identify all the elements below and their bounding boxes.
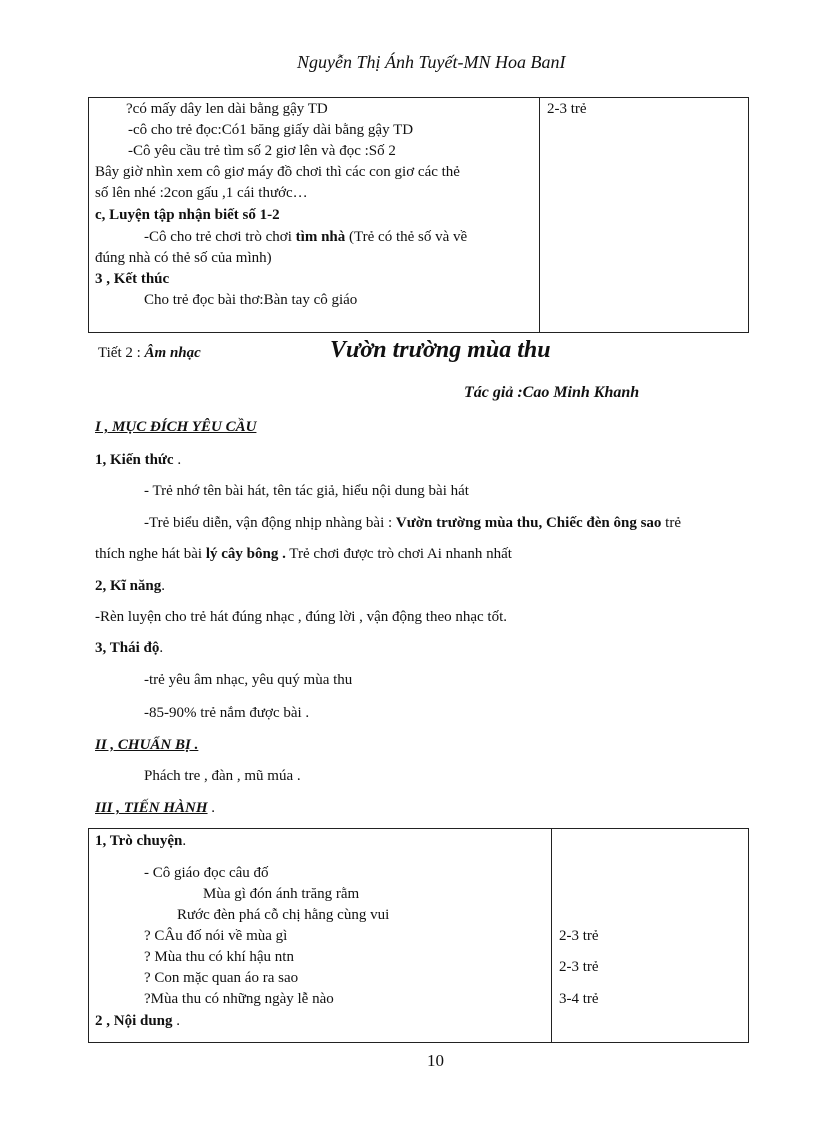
text-run: (Trẻ có thẻ số và về <box>345 229 468 245</box>
body-line: - Trẻ nhớ tên bài hát, tên tác giả, hiểu nội dung bài hát <box>144 483 469 499</box>
page-number: 10 <box>427 1051 444 1070</box>
question-line: ? Mùa thu có khí hậu ntn <box>144 949 294 965</box>
body-line: -trẻ yêu âm nhạc, yêu quý mùa thu <box>144 672 353 688</box>
table-line: Cho trẻ đọc bài thơ:Bàn tay cô giáo <box>144 292 358 308</box>
table-line: đúng nhà có thẻ số của mình) <box>95 250 272 266</box>
table-line: ?có mấy dây len dài bằng gậy TD <box>126 101 328 117</box>
heading-dot: . <box>172 1013 181 1029</box>
text-run: -Trẻ biểu diễn, vận động nhịp nhàng bài : <box>144 515 396 531</box>
sub-heading-text: 2, Kĩ năng <box>95 578 162 594</box>
text-run: thích nghe hát bài <box>95 546 206 562</box>
section-heading <box>95 798 215 819</box>
table-subheading <box>95 1011 180 1032</box>
heading-dot: . <box>173 452 182 468</box>
table-subheading: c, Luyện tập nhận biết số 1-2 <box>95 207 280 223</box>
sub-heading <box>95 450 181 471</box>
table-line: -Cô yêu cầu trẻ tìm số 2 giơ lên và đọc :Số 2 <box>128 143 396 159</box>
song-author: Tác giả :Cao Minh Khanh <box>464 384 640 401</box>
sub-heading-text: 1, Trò chuyện <box>95 833 183 849</box>
sub-heading <box>95 576 165 597</box>
group-size-note: 2-3 trẻ <box>559 959 599 975</box>
body-line <box>144 513 681 534</box>
table-subheading <box>95 831 186 852</box>
group-size-note: 2-3 trẻ <box>547 101 587 117</box>
sub-heading <box>95 638 163 659</box>
table-divider <box>539 97 540 333</box>
table-divider <box>551 828 552 1043</box>
question-line: ?Mùa thu có những ngày lễ nào <box>144 991 334 1007</box>
body-line <box>95 544 512 565</box>
sub-heading-text: 1, Kiến thức <box>95 452 174 468</box>
group-size-note: 2-3 trẻ <box>559 928 599 944</box>
body-line: Phách tre , đàn , mũ múa . <box>144 768 301 784</box>
period-subject: Âm nhạc <box>144 345 201 361</box>
table-line: số lên nhé :2con gấu ,1 cái thước… <box>95 185 308 201</box>
question-line: ? CÂu đố nói về mùa gì <box>144 928 288 944</box>
text-run: -Cô cho trẻ chơi trò chơi <box>144 229 296 245</box>
table-line: Bây giờ nhìn xem cô giơ máy đồ chơi thì các con giơ các thẻ <box>95 164 460 180</box>
section-heading: I , MỤC ĐÍCH YÊU CẦU <box>95 419 257 435</box>
table-subheading: 3 , Kết thúc <box>95 271 170 287</box>
text-run: trẻ <box>661 515 681 531</box>
song-name: lý cây bông . <box>205 546 286 562</box>
riddle-line: Rước đèn phá cỗ chị hằng cùng vui <box>177 907 390 923</box>
page-header: Nguyễn Thị Ánh Tuyết-MN Hoa BanI <box>297 52 566 72</box>
table-line: -cô cho trẻ đọc:Có1 băng giấy dài bằng gậy TD <box>128 122 414 138</box>
period-label: Tiết 2 : <box>98 345 145 361</box>
riddle-line: Mùa gì đón ánh trăng rằm <box>203 886 360 902</box>
body-line: -Rèn luyện cho trẻ hát đúng nhạc , đúng lời , vận động theo nhạc tốt. <box>95 609 508 625</box>
group-size-note: 3-4 trẻ <box>559 991 599 1007</box>
game-name: tìm nhà <box>295 229 346 245</box>
question-line: ? Con mặc quan áo ra sao <box>144 970 299 986</box>
heading-dot: . <box>182 833 187 849</box>
text-run: Trẻ chơi được trò chơi Ai nhanh nhất <box>285 546 512 562</box>
heading-dot: . <box>161 578 166 594</box>
table-line <box>144 227 467 248</box>
body-line: -85-90% trẻ nắm được bài . <box>144 705 310 721</box>
heading-dot: . <box>159 640 164 656</box>
section-heading: II , CHUẨN BỊ . <box>95 737 199 753</box>
sub-heading-text: 2 , Nội dung <box>95 1013 173 1029</box>
song-title: Vườn trường mùa thu <box>330 337 551 363</box>
section-heading-text: III , TIẾN HÀNH <box>95 800 208 816</box>
table-line: - Cô giáo đọc câu đố <box>144 865 269 881</box>
lesson-period <box>98 343 201 364</box>
song-names: Vườn trường mùa thu, Chiếc đèn ông sao <box>395 515 662 531</box>
heading-dot: . <box>207 800 216 816</box>
sub-heading-text: 3, Thái độ <box>95 640 160 656</box>
